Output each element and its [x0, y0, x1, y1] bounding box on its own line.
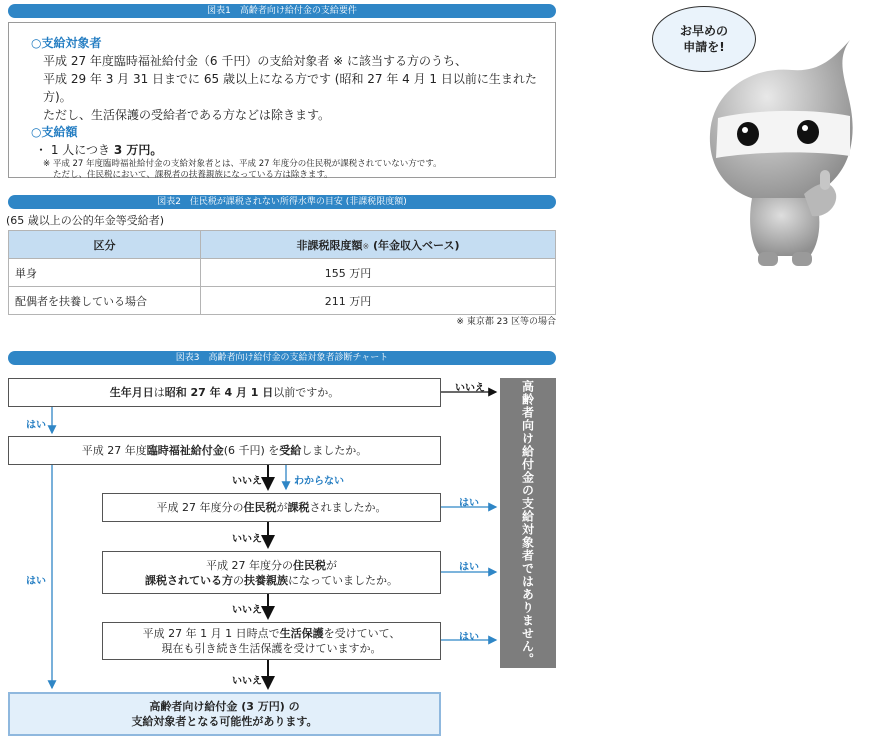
row-value: 155 万円 [201, 259, 556, 287]
target-line-1: 平成 27 年度臨時福祉給付金（6 千円）の支給対象者 ※ に該当する方のうち、 [43, 54, 468, 68]
target-line-2: 平成 29 年 3 月 31 日までに 65 歳以上になる方です (昭和 27 年 4 月 1 日以前に生まれた方)。 [43, 72, 537, 104]
label-unknown: わからない [294, 476, 344, 487]
label-no: いいえ [232, 605, 262, 616]
table-caption: (65 歳以上の公的年金等受給者) [6, 214, 165, 227]
amount-line: ・ 1 人につき 3 万円。 [35, 143, 163, 157]
question-birthdate: 生年月日は昭和 27 年 4 月 1 日以前ですか。 [8, 378, 441, 407]
fig1-title: 図表1 高齢者向け給付金の支給要件 [8, 4, 556, 18]
speech-bubble: お早めの 申請を! [652, 6, 756, 72]
row-category: 配偶者を扶養している場合 [9, 287, 201, 315]
amount-heading: ○支給額 [31, 125, 78, 139]
label-no: いいえ [455, 383, 485, 394]
fig2-title: 図表2 住民税が課税されない所得水準の目安 (非課税限度額) [8, 195, 556, 209]
table-row [9, 287, 556, 315]
label-no: いいえ [232, 534, 262, 545]
table-note: ※ 東京都 23 区等の場合 [456, 317, 556, 327]
question-resident-tax: 平成 27 年度分の住民税が課税されましたか。 [102, 493, 441, 522]
income-limit-table [8, 230, 556, 315]
label-yes: はい [459, 562, 479, 573]
row-value: 211 万円 [201, 287, 556, 315]
eligibility-box [8, 22, 556, 178]
header-category: 区分 [9, 231, 201, 259]
label-no: いいえ [232, 676, 262, 687]
header-limit: 非課税限度額※ (年金収入ベース) [201, 231, 556, 259]
label-yes: はい [26, 420, 46, 431]
table-row [9, 259, 556, 287]
target-heading: ○支給対象者 [31, 36, 102, 50]
fig3-title: 図表3 高齢者向け給付金の支給対象者診断チャート [8, 351, 556, 365]
question-benefit-received: 平成 27 年度臨時福祉給付金(6 千円) を受給しましたか。 [8, 436, 441, 465]
label-no: いいえ [232, 476, 262, 487]
result-not-eligible: 高齢者向け給付金の支給対象者ではありません。 [500, 378, 556, 668]
note-line-1: ※ 平成 27 年度臨時福祉給付金の支給対象者とは、平成 27 年度分の住民税が課税されていない方です。 [43, 159, 442, 169]
question-dependent: 平成 27 年度分の住民税が 課税されている方の扶養親族になっていましたか。 [102, 551, 441, 594]
target-line-3: ただし、生活保護の受給者である方などは除きます。 [43, 108, 331, 122]
row-category: 単身 [9, 259, 201, 287]
note-line-2: ただし、住民税において、課税者の扶養親族になっている方は除きます。 [53, 170, 333, 180]
label-yes: はい [459, 498, 479, 509]
result-eligible: 高齢者向け給付金 (3 万円) の 支給対象者となる可能性があります。 [8, 692, 441, 736]
label-yes: はい [459, 632, 479, 643]
question-welfare: 平成 27 年 1 月 1 日時点で生活保護を受けていて、 現在も引き続き生活保護を受けていますか。 [102, 622, 441, 660]
label-yes: はい [26, 576, 46, 587]
table-header-row [9, 231, 556, 259]
